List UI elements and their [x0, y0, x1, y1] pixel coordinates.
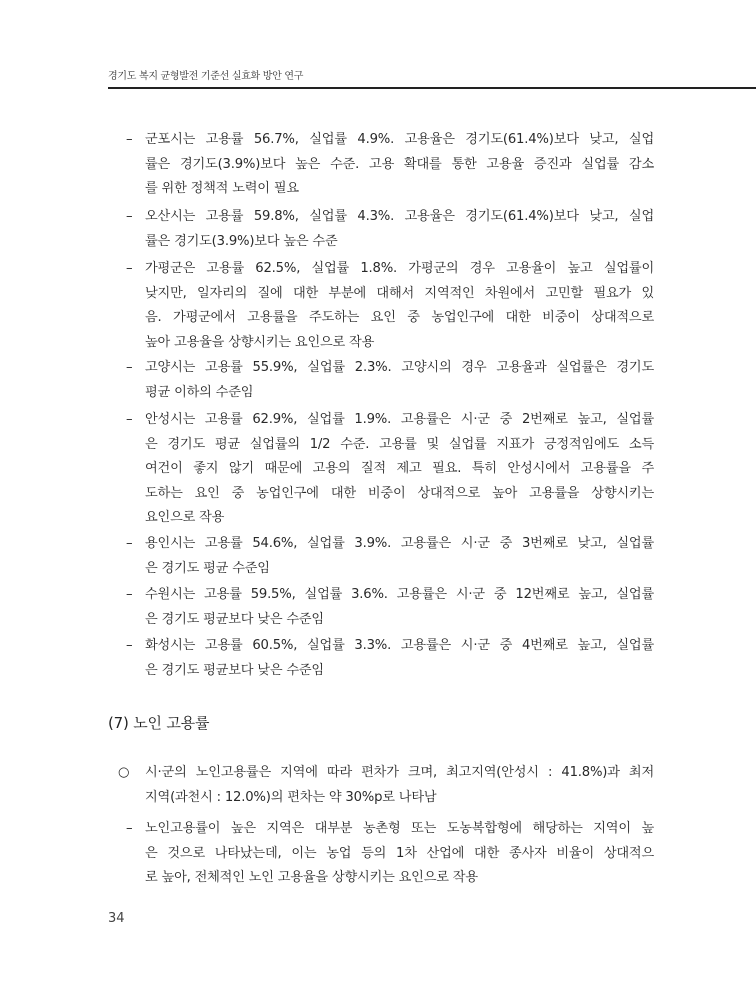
bullet-marker: – — [126, 132, 133, 147]
bullet-marker: – — [126, 360, 133, 375]
bullet-line: 률은 경기도(3.9%)보다 높은 수준. 고용 확대를 통한 고용율 증진과 실업률 감소 — [145, 156, 654, 172]
bullet-line: 오산시는 고용률 59.8%, 실업률 4.3%. 고용율은 경기도(61.4%)보다 낮고, 실업 — [145, 209, 654, 224]
bullet-marker: – — [126, 587, 133, 602]
bullet-line: 률은 경기도(3.9%)보다 높은 수준 — [145, 233, 338, 249]
bullet-line: 가평군은 고용률 62.5%, 실업률 1.8%. 가평군의 경우 고용율이 높고 실업률이 — [145, 261, 654, 276]
bullet-marker: – — [126, 209, 133, 224]
bullet-line: 여건이 좋지 않기 때문에 고용의 질적 제고 필요. 특히 안성시에서 고용률을 주 — [145, 461, 654, 476]
bullet-line: 화성시는 고용률 60.5%, 실업률 3.3%. 고용률은 시·군 중 4번째로 높고, 실업률 — [145, 638, 654, 653]
bullet-line: 은 경기도 평균보다 낮은 수준임 — [145, 611, 324, 627]
bullet-line: 은 경기도 평균 수준임 — [145, 560, 270, 576]
bullet-line: 수원시는 고용률 59.5%, 실업률 3.6%. 고용률은 시·군 중 12번째로 높고, 실업률 — [145, 587, 654, 602]
bullet-line: 용인시는 고용률 54.6%, 실업률 3.9%. 고용률은 시·군 중 3번째로 낮고, 실업률 — [145, 536, 654, 551]
bullet-item — [126, 817, 654, 891]
bullet-line: 음. 가평군에서 고용률을 주도하는 요인 중 농업인구에 대한 비중이 상대적으로 — [145, 310, 654, 325]
header-rule — [108, 87, 756, 89]
bullet-item — [126, 634, 654, 683]
page-number: 34 — [108, 911, 125, 926]
bullet-item — [126, 205, 654, 254]
bullet-marker: – — [126, 261, 133, 276]
bullet-line: 군포시는 고용률 56.7%, 실업률 4.9%. 고용율은 경기도(61.4%)보다 낮고, 실업 — [145, 132, 654, 147]
bullet-line: 은 경기도 평균 실업률의 1/2 수준. 고용률 및 실업률 지표가 긍정적임에도 소득 — [145, 436, 654, 452]
summary-item — [118, 761, 654, 810]
circle-bullet-icon: ○ — [118, 765, 130, 780]
bullet-marker: – — [126, 412, 133, 427]
bullet-line: 안성시는 고용률 62.9%, 실업률 1.9%. 고용률은 시·군 중 2번째로 높고, 실업률 — [145, 412, 654, 427]
bullet-item — [126, 257, 654, 355]
section-heading: (7) 노인 고용률 — [108, 714, 210, 732]
running-header: 경기도 복지 균형발전 기준선 실효화 방안 연구 — [108, 71, 304, 82]
bullet-line: 낮지만, 일자리의 질에 대한 부분에 대해서 지역적인 차원에서 고민할 필요가 있 — [145, 285, 654, 301]
summary-line: 시·군의 노인고용률은 지역에 따라 편차가 크며, 최고지역(안성시 : 41.8%)과 최저 — [145, 765, 654, 780]
bullet-marker: – — [126, 536, 133, 551]
bullet-line: 평균 이하의 수준임 — [145, 384, 254, 400]
bullet-line: 로 높아, 전체적인 노인 고용율을 상향시키는 요인으로 작용 — [145, 870, 478, 885]
bullet-line: 은 것으로 나타났는데, 이는 농업 등의 1차 산업에 대한 종사자 비율이 상대적으 — [145, 845, 654, 861]
bullet-item — [126, 356, 654, 405]
bullet-item — [126, 583, 654, 632]
bullet-line: 요인으로 작용 — [145, 510, 225, 525]
bullet-item — [126, 128, 654, 202]
bullet-line: 도하는 요인 중 농업인구에 대한 비중이 상대적으로 높아 고용률을 상향시키는 — [145, 485, 654, 501]
bullet-marker: – — [126, 638, 133, 653]
bullet-line: 높아 고용율을 상향시키는 요인으로 작용 — [145, 334, 375, 350]
bullet-item — [126, 408, 654, 531]
bullet-line: 를 위한 정책적 노력이 필요 — [145, 181, 299, 196]
summary-line: 지역(과천시 : 12.0%)의 편차는 약 30%p로 나타남 — [145, 789, 437, 805]
bullet-line: 노인고용률이 높은 지역은 대부분 농촌형 또는 도농복합형에 해당하는 지역이 높 — [145, 821, 654, 836]
bullet-line: 고양시는 고용률 55.9%, 실업률 2.3%. 고양시의 경우 고용율과 실업률은 경기도 — [145, 360, 654, 375]
bullet-item — [126, 532, 654, 581]
bullet-line: 은 경기도 평균보다 낮은 수준임 — [145, 662, 324, 678]
bullet-marker: – — [126, 821, 133, 836]
